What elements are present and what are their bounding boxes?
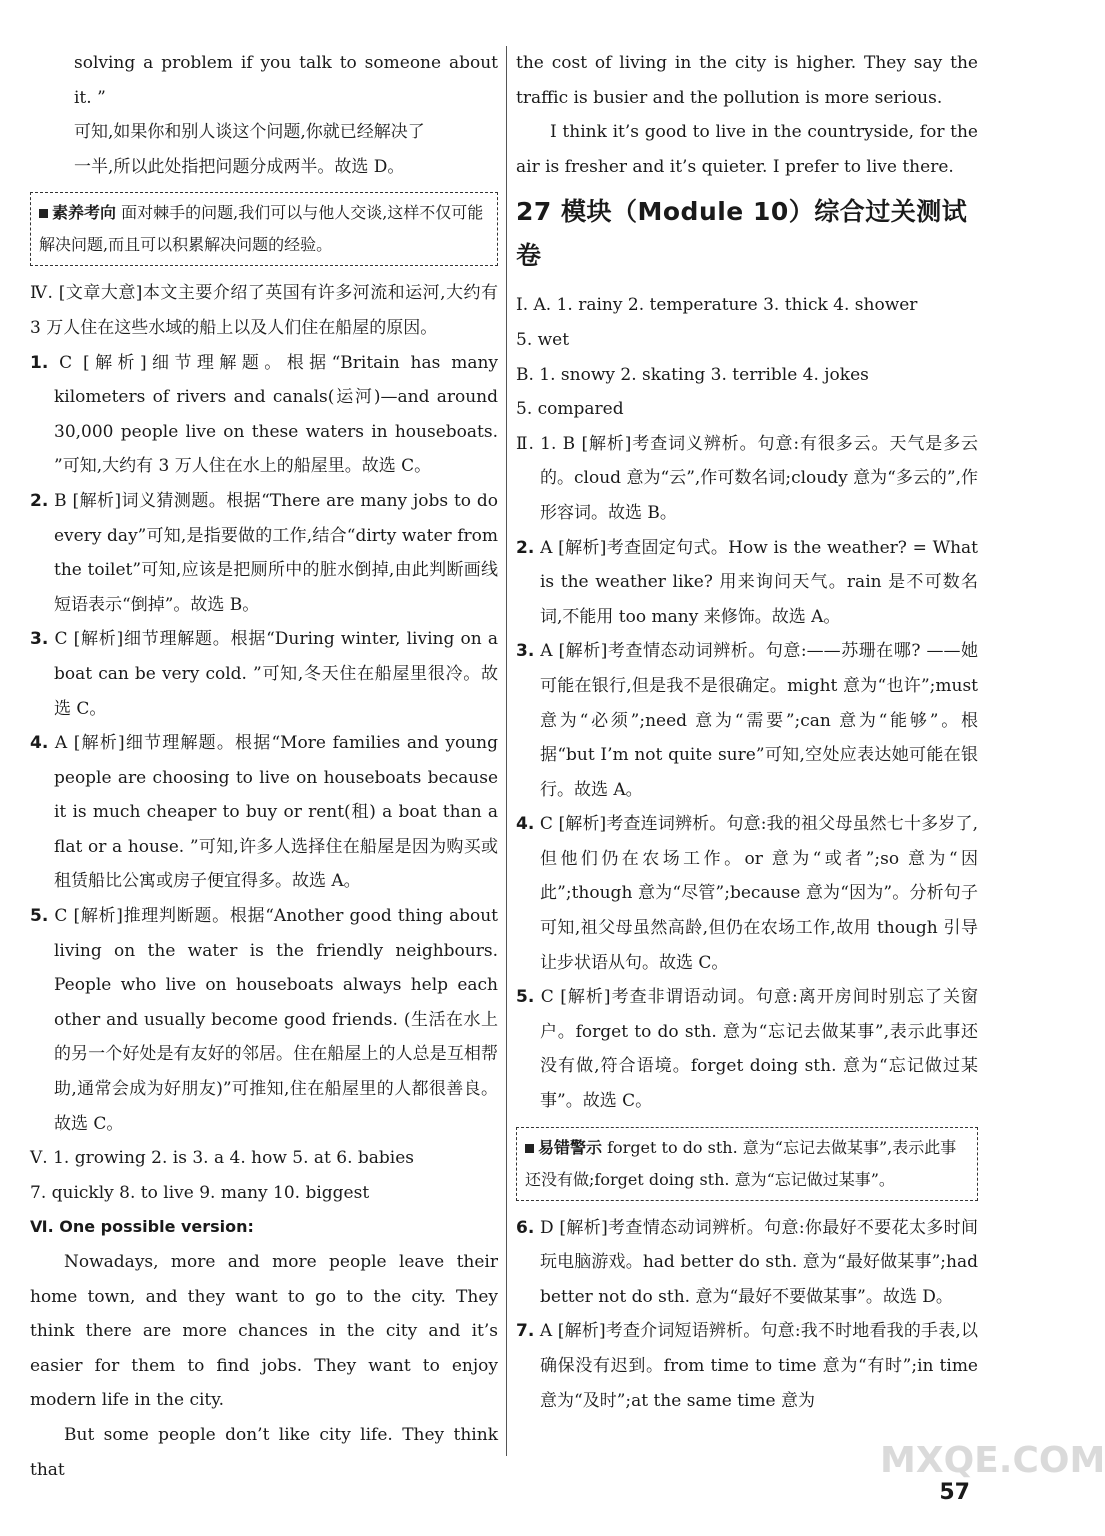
answer-row: 5. wet <box>516 329 570 350</box>
square-bullet-icon <box>39 209 48 218</box>
answer-number: 7. <box>516 1321 535 1342</box>
answer-text: C [解析]考查非谓语动词。句意:离开房间时别忘了关窗户。forget to do sth. 意为“忘记去做某事”,表示此事还没有做,符合语境。forget doing sth. 意为“忘记做过某事”。故选 C。 <box>540 987 979 1112</box>
answer-item <box>516 980 978 1118</box>
text-line: 一半,所以此处指把问题分成两半。故选 D。 <box>74 156 405 177</box>
answer-item <box>516 1314 978 1418</box>
essay-paragraph: the cost of living in the city is higher. They say the traffic is busier and the pollution is more serious. <box>516 53 978 108</box>
page-number: 57 <box>939 1480 970 1505</box>
answer-number: 4. <box>516 814 535 835</box>
tip-box-warning <box>516 1127 978 1201</box>
essay-paragraph: Nowadays, more and more people leave their home town, and they want to go to the city. They think there are more chances in the city and it’s easier for them to find jobs. They want to enjoy modern life in the city. <box>30 1252 498 1411</box>
answer-item <box>30 726 498 899</box>
answer-text: A [解析]考查介词短语辨析。句意:我不时地看我的手表,以确保没有迟到。from time to time 意为“有时”;in time 意为“及时”;at the same time 意为 <box>539 1321 978 1411</box>
right-column <box>516 46 978 1418</box>
answer-text: D [解析]考查情态动词辨析。句意:你最好不要花太多时间玩电脑游戏。had better do sth. 意为“最好做某事”;had better not do sth. 意为“最好不要做某事”。故选 D。 <box>540 1217 978 1307</box>
tip-box-title: 易错警示 <box>538 1137 603 1157</box>
answer-row: Ⅰ. A. 1. rainy 2. temperature 3. thick 4. shower <box>516 295 918 316</box>
answer-text: A [解析]考查固定句式。How is the weather? = What is the weather like? 用来询问天气。rain 是不可数名词,不能用 too many 来修饰。故选 A。 <box>540 537 979 627</box>
answer-row: Ⅴ. 1. growing 2. is 3. a 4. how 5. at 6. babies <box>30 1148 415 1169</box>
answer-number: 3. <box>516 641 535 662</box>
answer-item <box>30 899 498 1141</box>
answer-row: 5. compared <box>516 399 624 420</box>
tip-box-text: 面对棘手的问题,我们可以与他人交谈,这样不仅可能解决问题,而且可以积累解决问题的经验。 <box>39 203 484 255</box>
essay-label: Ⅵ. One possible version: <box>30 1217 254 1237</box>
passage-summary: Ⅳ. [文章大意]本文主要介绍了英国有许多河流和运河,大约有 3 万人住在这些水域的船上以及人们住在船屋的原因。 <box>30 283 498 338</box>
text-line: solving a problem if you talk to someone about it. ” <box>74 53 498 108</box>
answer-item <box>516 531 978 635</box>
answer-text: C [解析]考查连词辨析。句意:我的祖父母虽然七十多岁了,但他们仍在农场工作。or 意为“或者”;so 意为“因此”;though 意为“尽管”;because 意为“因为”。分析句子可知,祖父母虽然高龄,但仍在农场工作,故用 though 引导让步状语从句。故选 C。 <box>539 814 979 973</box>
essay-paragraph: But some people don’t like city life. They think that <box>30 1424 498 1480</box>
answer-item <box>30 346 498 484</box>
answer-item <box>516 634 978 807</box>
answer-item: Ⅱ. 1. B [解析]考查词义辨析。句意:有很多云。天气是多云的。cloud 意为“云”,作可数名词;cloudy 意为“多云的”,作形容词。故选 B。 <box>516 433 978 523</box>
answer-number: 5. <box>30 906 49 927</box>
answer-text: C [解析]推理判断题。根据“Another good thing about living on the water is the friendly neighbours. People who live on houseboats always help each other and usually become good friends. (生活在水上的另一个好处是有友好的邻居。住在船屋上的人总是互相帮助,通常会成为好朋友)”可推知,住在船屋里的人都很善良。故选 C。 <box>54 906 498 1134</box>
answer-text: C [解析]细节理解题。根据“During winter, living on a boat can be very cold. ”可知,冬天住在船屋里很冷。故选 C。 <box>54 629 498 719</box>
tip-box-title: 素养考向 <box>52 203 117 223</box>
answer-text: A [解析]细节理解题。根据“More families and young people are choosing to live on houseboats because it is much cheaper to buy or rent(租) a boat than a flat or a house. ”可知,许多人选择住在船屋是因为购买或租赁船比公寓或房子便宜得多。故选 A。 <box>54 733 499 892</box>
tip-box-literacy <box>30 192 498 266</box>
answer-item <box>516 1211 978 1315</box>
section-title: 27 模块（Module 10）综合过关测试卷 <box>516 197 968 271</box>
column-divider <box>506 46 507 1456</box>
answer-number: 6. <box>516 1217 535 1238</box>
answer-text: B [解析]词义猜测题。根据“There are many jobs to do every day”可知,是指要做的工作,结合“dirty water from the toilet”可知,应该是把厕所中的脏水倒掉,由此判断画线短语表示“倒掉”。故选 B。 <box>54 490 498 615</box>
tip-box-text: forget to do sth. 意为“忘记去做某事”,表示此事还没有做;forget doing sth. 意为“忘记做过某事”。 <box>525 1137 957 1189</box>
answer-text: C [解析]细节理解题。根据“Britain has many kilometers of rivers and canals(运河)—and around 30,000 people live on these waters in houseboats. ”可知,大约有 3 万人住在水上的船屋里。故选 C。 <box>54 352 499 477</box>
answer-row: 7. quickly 8. to live 9. many 10. biggest <box>30 1182 370 1203</box>
watermark-logo: MXQE.COM <box>880 1440 1105 1481</box>
answer-number: 2. <box>516 537 535 558</box>
essay-paragraph: I think it’s good to live in the countryside, for the air is fresher and it’s quieter. I prefer to live there. <box>516 122 978 177</box>
square-bullet-icon <box>525 1144 534 1153</box>
answer-item <box>30 484 498 622</box>
answer-number: 4. <box>30 733 49 754</box>
left-column <box>30 46 498 1487</box>
answer-number: 3. <box>30 629 49 650</box>
answer-number: 5. <box>516 987 535 1008</box>
text-line: 可知,如果你和别人谈这个问题,你就已经解决了 <box>74 122 425 143</box>
answer-number: 2. <box>30 490 49 511</box>
answer-text: A [解析]考查情态动词辨析。句意:——苏珊在哪? ——她可能在银行,但是我不是很确定。might 意为“也许”;must 意为“必须”;need 意为“需要”;can 意为“能够”。根据“but I’m not quite sure”可知,空处应表达她可能在银行。故选 A。 <box>540 641 978 800</box>
answer-number: 1. <box>30 352 49 373</box>
answer-item <box>516 807 978 980</box>
answer-row: B. 1. snowy 2. skating 3. terrible 4. jokes <box>516 364 869 385</box>
answer-item <box>30 622 498 726</box>
